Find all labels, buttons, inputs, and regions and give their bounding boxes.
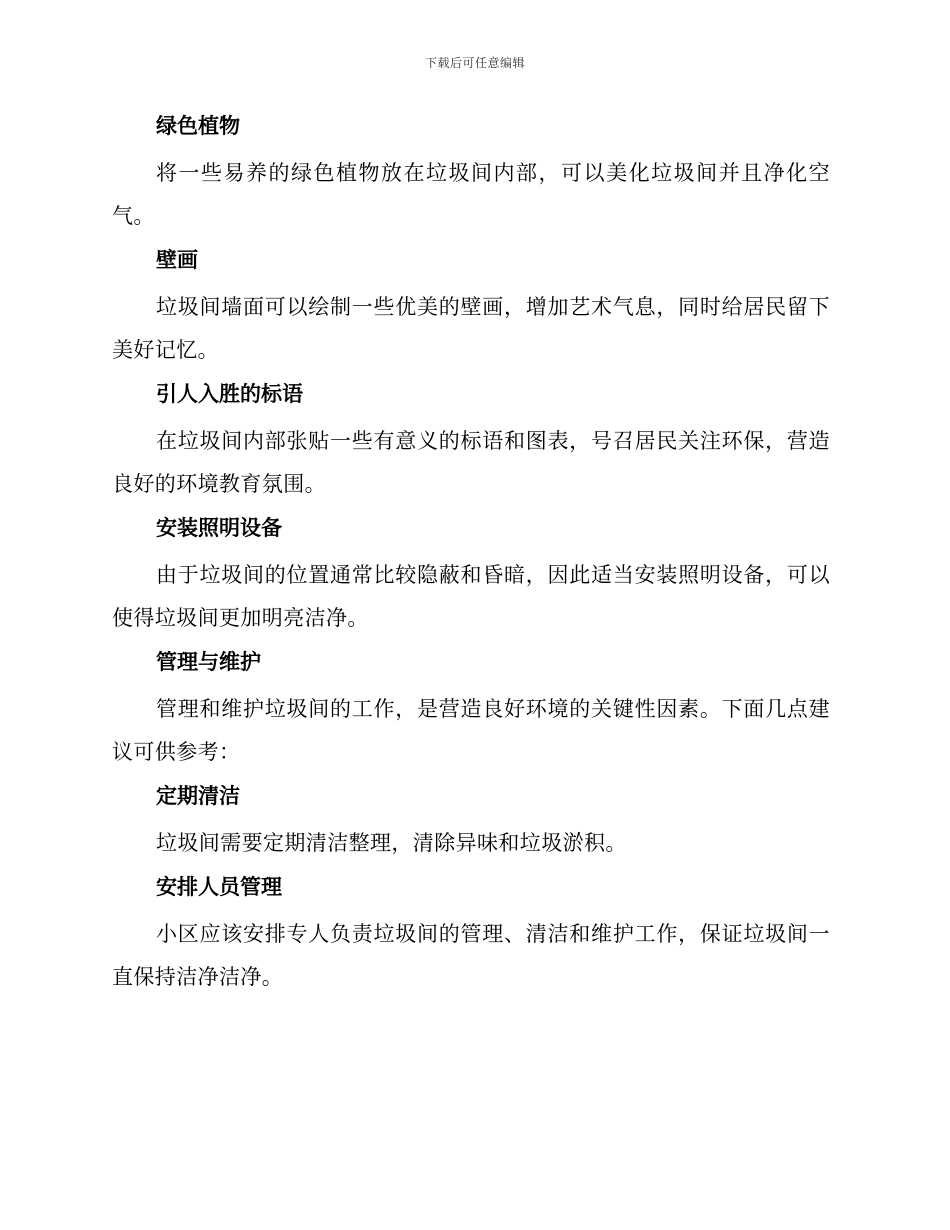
section-paragraph: 垃圾间墙面可以绘制一些优美的壁画，增加艺术气息，同时给居民留下美好记忆。	[112, 295, 830, 362]
section-murals	[112, 244, 830, 378]
section-staff	[112, 871, 830, 999]
section-green-plants	[112, 110, 830, 244]
section-paragraph: 由于垃圾间的位置通常比较隐蔽和昏暗，因此适当安装照明设备，可以使得垃圾间更加明亮洁净。	[112, 563, 830, 630]
section-paragraph: 垃圾间需要定期清洁整理，清除异味和垃圾淤积。	[156, 831, 627, 855]
section-heading: 引人入胜的标语	[156, 382, 303, 406]
section-heading: 管理与维护	[156, 650, 261, 674]
section-lighting	[112, 512, 830, 646]
section-paragraph: 小区应该安排专人负责垃圾间的管理、清洁和维护工作，保证垃圾间一直保持洁净洁净。	[112, 922, 830, 989]
section-heading: 安排人员管理	[156, 875, 282, 899]
section-paragraph: 将一些易养的绿色植物放在垃圾间内部，可以美化垃圾间并且净化空气。	[112, 161, 830, 228]
section-paragraph: 在垃圾间内部张贴一些有意义的标语和图表，号召居民关注环保，营造良好的环境教育氛围。	[112, 429, 830, 496]
section-management	[112, 646, 830, 780]
document-body	[112, 110, 830, 999]
section-heading: 壁画	[156, 248, 198, 272]
section-heading: 绿色植物	[156, 114, 240, 138]
page-header-note: 下载后可任意编辑	[424, 56, 525, 70]
section-heading: 定期清洁	[156, 784, 240, 808]
section-slogans	[112, 378, 830, 512]
section-regular-cleaning	[112, 780, 830, 871]
section-paragraph: 管理和维护垃圾间的工作，是营造良好环境的关键性因素。下面几点建议可供参考：	[112, 697, 830, 764]
section-heading: 安装照明设备	[156, 516, 282, 540]
